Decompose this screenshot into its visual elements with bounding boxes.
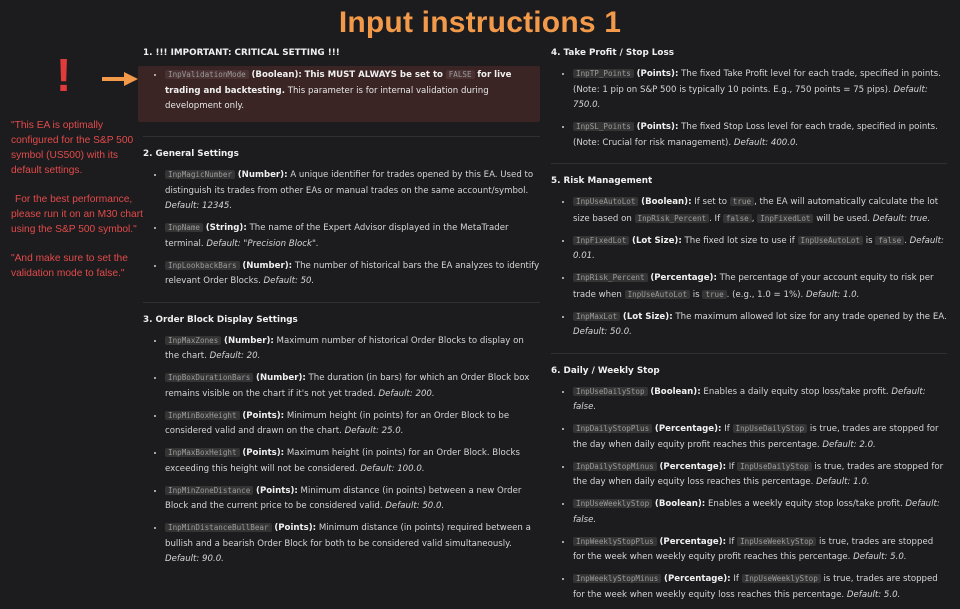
param-type: (Points):	[256, 485, 298, 496]
param-text: Enables a weekly equity stop loss/take profit.	[707, 499, 903, 509]
param-default: Default: false.	[573, 499, 940, 525]
param-default: Default: 5.0.	[846, 589, 901, 600]
param-item	[165, 370, 540, 402]
param-text: This MUST ALWAYS be set to	[304, 70, 443, 80]
inline-code: InpUseDailyStop	[737, 462, 812, 471]
param-item	[573, 384, 947, 416]
side-note-p1: "This EA is optimally configured for the S&P 500 symbol (US500) with its default settings.	[11, 120, 134, 176]
param-code: InpMaxLot	[573, 312, 620, 321]
param-type: (Number):	[224, 335, 274, 346]
param-text: is true, trades are stopped for the day when daily equity loss reaches this percentage.	[573, 461, 944, 487]
param-text: The name of the Expert Advisor displayed in the MetaTrader terminal.	[165, 223, 509, 249]
param-text: The duration (in bars) for which an Order Block box remains visible on the chart if it's not yet traded.	[165, 373, 530, 399]
side-note-p2: For the best performance, please run it on an M30 chart using the S&P 500 symbol."	[11, 194, 143, 235]
param-code: InpUseDailyStop	[573, 387, 648, 396]
param-code: InpTP_Points	[573, 69, 634, 78]
param-code: InpRisk_Percent	[573, 273, 648, 282]
param-item-validation-mode	[165, 67, 536, 115]
param-type: (Points):	[242, 410, 285, 421]
right-column	[551, 44, 947, 609]
section-divider	[143, 136, 540, 137]
inline-code: FALSE	[446, 70, 475, 79]
param-code: InpValidationMode	[165, 70, 249, 79]
param-text: Minimum distance (in points) required between a bullish and a bearish Order Block for both to be considered valid simultaneously.	[165, 523, 531, 549]
param-code: InpLookbackBars	[165, 261, 240, 270]
param-default: Default: 750.0.	[573, 84, 928, 110]
param-text: . (e.g., 1.0 = 1%).	[726, 289, 804, 300]
param-code: InpName	[165, 223, 203, 232]
param-text: is true, trades are stopped for the week when weekly equity loss reaches this percentage.	[573, 574, 938, 600]
param-code: InpMinZoneDistance	[165, 486, 253, 495]
param-default: Default: 12345.	[165, 201, 233, 211]
section-heading-order-block: 3. Order Block Display Settings	[143, 314, 298, 325]
section-heading-general: 2. General Settings	[143, 149, 239, 159]
param-type: (Number):	[237, 170, 288, 180]
param-code: InpMagicNumber	[165, 170, 235, 179]
param-type: (Percentage):	[659, 536, 727, 547]
param-text: Enables a daily equity stop loss/take profit.	[703, 386, 889, 397]
param-type: (Percentage):	[664, 574, 731, 584]
inline-code: InpFixedLot	[757, 214, 813, 223]
param-code: InpWeeklyStopMinus	[573, 574, 661, 583]
param-text: . If	[709, 213, 721, 224]
param-text: is	[692, 289, 700, 300]
param-default: Default: 1.0.	[816, 477, 870, 487]
param-default: Default: 90.0.	[165, 554, 224, 564]
param-code: InpMaxBoxHeight	[165, 448, 240, 457]
param-text: The fixed Take Profit level for each trade, specified in points. (Note: 1 pip on S&P 500 is typically 10 points. E.g., 750 points = 75 pips).	[573, 69, 941, 95]
param-default: Default: 100.0.	[360, 463, 425, 474]
param-type: (Percentage):	[650, 273, 717, 283]
param-item	[573, 534, 947, 566]
param-code: InpDailyStopPlus	[573, 424, 652, 433]
param-text: If	[728, 461, 735, 472]
inline-code: true	[730, 197, 754, 206]
param-default: Default: 1.0.	[805, 289, 860, 300]
param-item	[573, 270, 947, 303]
param-item	[165, 445, 540, 477]
exclamation-icon: !	[56, 49, 72, 101]
param-item	[573, 421, 947, 453]
param-item	[165, 167, 540, 215]
param-code: InpUseAutoLot	[573, 197, 638, 206]
param-code: InpMinDistanceBullBear	[165, 523, 272, 532]
param-text: Maximum number of historical Order Blocks to display on the chart.	[165, 335, 524, 361]
param-type: (Percentage):	[659, 461, 727, 472]
param-code: InpWeeklyStopPlus	[573, 537, 657, 546]
param-code: InpBoxDurationBars	[165, 373, 253, 382]
param-text: A unique identifier for trades opened by this EA. Used to distinguish its trades from other EAs or manual trades on the same account/symbol.	[165, 170, 534, 196]
param-type: (Number):	[256, 373, 306, 383]
param-item	[573, 119, 947, 151]
param-type: (Percentage):	[654, 424, 722, 434]
param-item	[573, 571, 947, 603]
param-type: (Boolean):	[650, 386, 701, 397]
param-code: InpUseWeeklyStop	[573, 499, 652, 508]
param-type: (Boolean):	[251, 70, 302, 80]
param-default: Default: true.	[872, 213, 931, 224]
param-default: Default: "Precision Block".	[206, 238, 319, 249]
side-note-p3: "And make sure to set the validation mode to false."	[11, 253, 128, 279]
param-text: If	[728, 536, 735, 547]
param-item	[165, 483, 540, 515]
param-text: .	[904, 235, 907, 246]
param-default: Default: 0.01.	[573, 235, 944, 261]
param-item	[165, 408, 540, 440]
param-item	[573, 496, 947, 528]
param-item	[165, 333, 540, 365]
page-title: Input instructions 1	[338, 6, 622, 39]
inline-code: false	[875, 236, 904, 245]
param-code: InpSL_Points	[573, 122, 634, 131]
param-item	[573, 459, 947, 491]
side-note	[11, 118, 143, 295]
param-type: (Points):	[242, 448, 285, 458]
inline-code: InpUseWeeklyStop	[742, 574, 821, 583]
param-text: is true, trades are stopped for the week when weekly equity profit reaches this percentage.	[573, 536, 934, 562]
param-text: is true, trades are stopped for the day when daily equity profit reaches this percentage.	[573, 424, 939, 450]
param-type: (Number):	[242, 260, 293, 271]
param-text: Maximum height (in points) for an Order Block. Blocks exceeding this height will not be considered.	[165, 448, 520, 474]
param-text: If	[733, 574, 739, 584]
param-text: will be used.	[816, 213, 871, 224]
param-item	[573, 309, 947, 341]
param-code: InpMinBoxHeight	[165, 411, 240, 420]
param-text: The percentage of your account equity to risk per trade when	[573, 273, 934, 300]
param-type: (Points):	[636, 69, 679, 79]
param-text: for live trading and backtesting.	[165, 70, 512, 96]
param-code: InpFixedLot	[573, 236, 629, 245]
param-type: (Points):	[636, 122, 679, 132]
param-text: Minimum distance (in points) between a new Order Block and the current price to be considered valid.	[165, 485, 522, 511]
param-type: (Lot Size):	[632, 235, 682, 246]
param-text: If	[724, 424, 730, 434]
section-heading-critical: 1. !!! IMPORTANT: CRITICAL SETTING !!!	[143, 48, 340, 58]
param-default: Default: false.	[573, 386, 926, 412]
section-divider	[551, 353, 947, 354]
param-item	[165, 258, 540, 290]
param-item	[573, 194, 947, 227]
param-default: Default: 50.	[263, 276, 315, 286]
section-divider	[143, 302, 540, 303]
param-default: Default: 400.0.	[733, 137, 799, 148]
left-column	[143, 44, 540, 573]
section-heading-tp-sl: 4. Take Profit / Stop Loss	[551, 48, 674, 58]
param-type: (Points):	[274, 523, 317, 533]
param-text: is	[865, 235, 873, 246]
param-text: The fixed Stop Loss level for each trade, specified in points. (Note: Crucial for risk management).	[573, 122, 938, 148]
inline-code: InpUseDailyStop	[733, 424, 808, 433]
param-default: Default: 5.0.	[853, 552, 907, 562]
section-divider	[551, 163, 947, 164]
param-item	[165, 520, 540, 568]
param-text: The maximum allowed lot size for any trade opened by the EA.	[675, 311, 947, 322]
inline-code: InpUseAutoLot	[798, 236, 863, 245]
arrow-right-icon	[100, 70, 140, 88]
param-default: Default: 20.	[209, 351, 261, 361]
param-code: InpMaxZones	[165, 336, 221, 345]
param-item	[573, 66, 947, 114]
param-text: ,	[751, 213, 755, 224]
param-item	[165, 220, 540, 252]
param-text: Minimum height (in points) for an Order Block to be considered valid and drawn on the chart.	[165, 410, 510, 436]
param-type: (Boolean):	[654, 499, 706, 509]
inline-code: InpRisk_Percent	[635, 214, 710, 223]
param-type: (String):	[205, 223, 247, 233]
param-item	[573, 233, 947, 265]
inline-code: false	[723, 214, 752, 223]
param-type: (Lot Size):	[622, 311, 673, 322]
section-heading-daily-weekly: 6. Daily / Weekly Stop	[551, 365, 660, 376]
critical-highlight	[138, 66, 540, 122]
param-default: Default: 50.0.	[573, 327, 632, 337]
param-text: , the EA will automatically calculate the lot size based on	[573, 197, 939, 224]
param-text: If set to	[694, 197, 728, 207]
inline-code: InpUseWeeklyStop	[737, 537, 816, 546]
param-type: (Boolean):	[641, 197, 692, 207]
param-code: InpDailyStopMinus	[573, 462, 657, 471]
param-default: Default: 25.0.	[344, 426, 404, 436]
param-default: Default: 200.	[378, 388, 435, 399]
param-default: Default: 2.0.	[822, 439, 876, 450]
param-text: The fixed lot size to use if	[684, 235, 795, 246]
param-text: This parameter is for internal validation during development only.	[165, 85, 489, 111]
section-heading-risk: 5. Risk Management	[551, 176, 653, 186]
inline-code: InpUseAutoLot	[625, 290, 690, 299]
inline-code: true	[702, 290, 726, 299]
param-text: The number of historical bars the EA analyzes to identify relevant Order Blocks.	[165, 260, 540, 286]
param-default: Default: 50.0.	[385, 501, 445, 511]
